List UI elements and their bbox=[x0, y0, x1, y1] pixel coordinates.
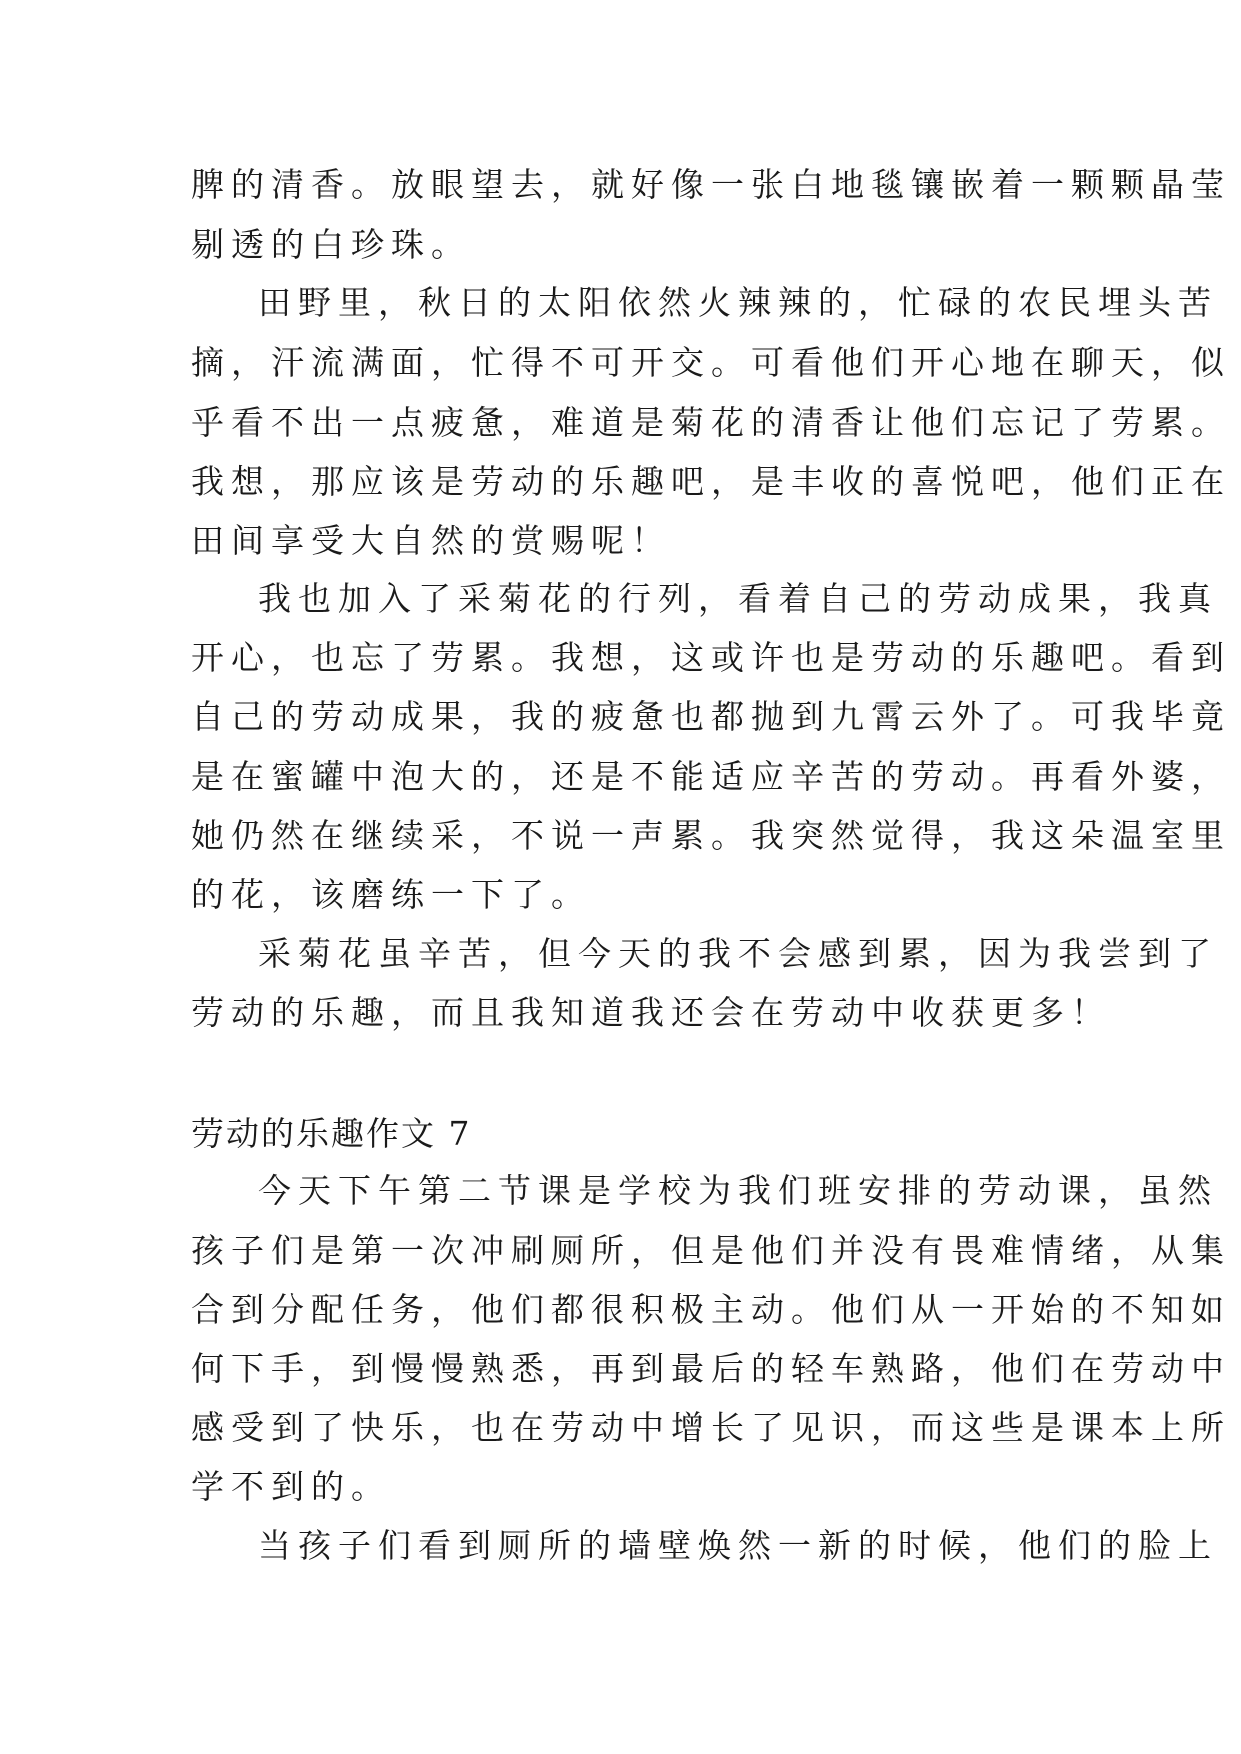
text-line: 她仍然在继续采，不说一声累。我突然觉得，我这朵温室里 bbox=[191, 816, 1231, 855]
text-line: 何下手，到慢慢熟悉，再到最后的轻车熟路，他们在劳动中 bbox=[191, 1349, 1231, 1388]
text-line: 我想，那应该是劳动的乐趣吧，是丰收的喜悦吧，他们正在 bbox=[191, 462, 1231, 501]
text-line: 感受到了快乐，也在劳动中增长了见识，而这些是课本上所 bbox=[191, 1408, 1231, 1447]
text-line: 孩子们是第一次冲刷厕所，但是他们并没有畏难情绪，从集 bbox=[191, 1231, 1231, 1270]
text-line: 田间享受大自然的赏赐呢！ bbox=[191, 521, 671, 560]
text-line: 是在蜜罐中泡大的，还是不能适应辛苦的劳动。再看外婆， bbox=[191, 757, 1231, 796]
text-line: 的花，该磨练一下了。 bbox=[191, 875, 591, 914]
paragraph-first-line: 我也加入了采菊花的行列，看着自己的劳动成果，我真 bbox=[258, 579, 1218, 618]
paragraph-first-line: 田野里，秋日的太阳依然火辣辣的，忙碌的农民埋头苦 bbox=[258, 283, 1218, 322]
paragraph-first-line: 采菊花虽辛苦，但今天的我不会感到累，因为我尝到了 bbox=[258, 934, 1218, 973]
section-heading: 劳动的乐趣作文 7 bbox=[191, 1114, 472, 1153]
text-line: 自己的劳动成果，我的疲惫也都抛到九霄云外了。可我毕竟 bbox=[191, 697, 1231, 736]
text-line: 开心，也忘了劳累。我想，这或许也是劳动的乐趣吧。看到 bbox=[191, 638, 1231, 677]
paragraph-first-line: 当孩子们看到厕所的墙壁焕然一新的时候，他们的脸上 bbox=[258, 1526, 1218, 1565]
paragraph-first-line: 今天下午第二节课是学校为我们班安排的劳动课，虽然 bbox=[258, 1171, 1218, 1210]
text-line: 剔透的白珍珠。 bbox=[191, 225, 471, 264]
text-line: 脾的清香。放眼望去，就好像一张白地毯镶嵌着一颗颗晶莹 bbox=[191, 165, 1231, 204]
text-line: 劳动的乐趣，而且我知道我还会在劳动中收获更多！ bbox=[191, 993, 1111, 1032]
text-line: 乎看不出一点疲惫，难道是菊花的清香让他们忘记了劳累。 bbox=[191, 403, 1231, 442]
text-line: 学不到的。 bbox=[191, 1467, 391, 1506]
text-line: 摘，汗流满面，忙得不可开交。可看他们开心地在聊天，似 bbox=[191, 343, 1231, 382]
text-line: 合到分配任务，他们都很积极主动。他们从一开始的不知如 bbox=[191, 1290, 1231, 1329]
